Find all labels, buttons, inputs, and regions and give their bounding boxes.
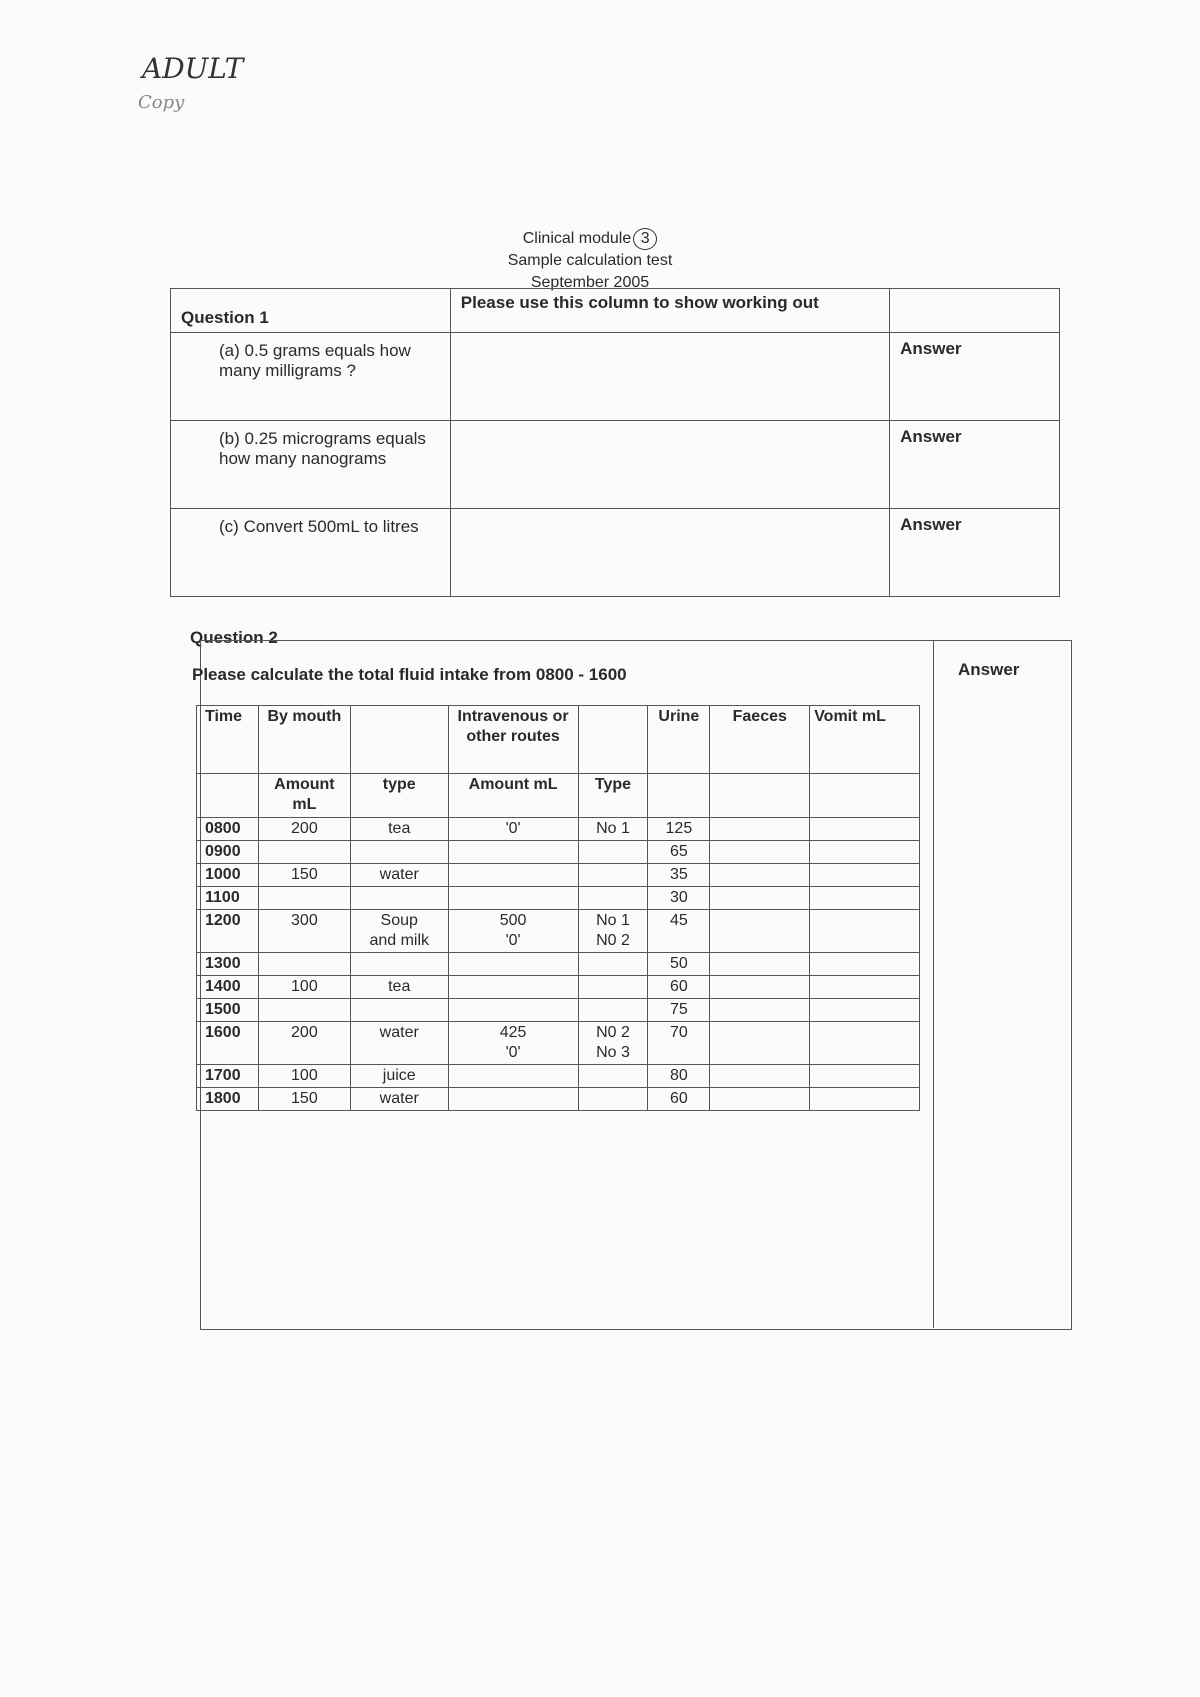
- cell-urine: 35: [648, 864, 710, 887]
- handwritten-adult: ADULT: [142, 52, 244, 85]
- table-row: [197, 818, 920, 841]
- cell-time: 1700: [197, 1065, 259, 1088]
- cell-iv-amount: [448, 1088, 578, 1111]
- cell-time: 1800: [197, 1088, 259, 1111]
- cell-urine: 45: [648, 910, 710, 953]
- cell-vomit: [810, 999, 920, 1022]
- table-row: [197, 887, 920, 910]
- working-area-a[interactable]: [450, 333, 889, 421]
- cell-type: [350, 841, 448, 864]
- col-urine-header: Urine: [648, 706, 710, 774]
- cell-faeces: [710, 1065, 810, 1088]
- table-row: [197, 864, 920, 887]
- cell-type: [350, 999, 448, 1022]
- table-row: [197, 953, 920, 976]
- cell-iv-type: No 1 N0 2: [578, 910, 648, 953]
- working-column-header: Please use this column to show working out: [450, 289, 889, 333]
- cell-type: Soup and milk: [350, 910, 448, 953]
- cell-faeces: [710, 910, 810, 953]
- cell-faeces: [710, 1022, 810, 1065]
- cell-type: water: [350, 864, 448, 887]
- cell-iv-amount: [448, 1065, 578, 1088]
- question2-instruction: Please calculate the total fluid intake from 0800 - 1600: [192, 665, 627, 684]
- cell-iv-amount: [448, 976, 578, 999]
- cell-iv-type: [578, 887, 648, 910]
- cell-urine: 70: [648, 1022, 710, 1065]
- module-number-circled: 3: [633, 228, 657, 250]
- cell-amount: [258, 887, 350, 910]
- cell-faeces: [710, 818, 810, 841]
- cell-iv-amount: [448, 864, 578, 887]
- cell-faeces: [710, 887, 810, 910]
- cell-urine: 65: [648, 841, 710, 864]
- cell-iv-type: [578, 1065, 648, 1088]
- cell-vomit: [810, 841, 920, 864]
- cell-urine: 60: [648, 1088, 710, 1111]
- cell-iv-type: No 1: [578, 818, 648, 841]
- cell-amount: 300: [258, 910, 350, 953]
- cell-amount: [258, 999, 350, 1022]
- cell-faeces: [710, 1088, 810, 1111]
- answer-b[interactable]: Answer: [890, 421, 1060, 509]
- question1a: (a) 0.5 grams equals how many milligrams ?: [171, 333, 451, 421]
- cell-amount: 200: [258, 818, 350, 841]
- cell-faeces: [710, 864, 810, 887]
- cell-iv-type: [578, 1088, 648, 1111]
- col-faeces-header: Faeces: [710, 706, 810, 774]
- answer-c[interactable]: Answer: [890, 509, 1060, 597]
- col-blank-header: [350, 706, 448, 774]
- cell-time: 1500: [197, 999, 259, 1022]
- question2-answer-label[interactable]: Answer: [958, 660, 1020, 679]
- cell-vomit: [810, 953, 920, 976]
- header-line1: Clinical module 3: [440, 228, 740, 250]
- table-row: [197, 999, 920, 1022]
- cell-iv-type: [578, 841, 648, 864]
- cell-vomit: [810, 887, 920, 910]
- cell-amount: 200: [258, 1022, 350, 1065]
- cell-amount: [258, 841, 350, 864]
- question2-answer-divider: [933, 640, 934, 1328]
- cell-time: 1300: [197, 953, 259, 976]
- cell-type: [350, 887, 448, 910]
- question1c: (c) Convert 500mL to litres: [171, 509, 451, 597]
- cell-time: 1100: [197, 887, 259, 910]
- table-row: [197, 841, 920, 864]
- handwritten-copy: Copy: [138, 92, 185, 113]
- cell-amount: [258, 953, 350, 976]
- cell-iv-type: [578, 999, 648, 1022]
- cell-iv-type: [578, 864, 648, 887]
- fluid-balance-table: [196, 705, 920, 1111]
- cell-urine: 30: [648, 887, 710, 910]
- cell-type: tea: [350, 818, 448, 841]
- cell-time: 0800: [197, 818, 259, 841]
- cell-amount: 100: [258, 976, 350, 999]
- cell-type: water: [350, 1022, 448, 1065]
- cell-iv-amount: [448, 953, 578, 976]
- cell-iv-amount: [448, 841, 578, 864]
- answer-a[interactable]: Answer: [890, 333, 1060, 421]
- cell-type: tea: [350, 976, 448, 999]
- cell-iv-amount: [448, 999, 578, 1022]
- cell-urine: 50: [648, 953, 710, 976]
- table-row: [197, 976, 920, 999]
- cell-vomit: [810, 1088, 920, 1111]
- cell-iv-amount: [448, 887, 578, 910]
- cell-urine: 75: [648, 999, 710, 1022]
- cell-type: juice: [350, 1065, 448, 1088]
- subheader-iv-type: Type: [578, 774, 648, 818]
- cell-type: [350, 953, 448, 976]
- subheader-blank-vomit: [810, 774, 920, 818]
- subheader-blank-urine: [648, 774, 710, 818]
- cell-amount: 100: [258, 1065, 350, 1088]
- table-row: [197, 1065, 920, 1088]
- cell-vomit: [810, 1065, 920, 1088]
- working-area-b[interactable]: [450, 421, 889, 509]
- header-line3: September 2005: [530, 274, 650, 291]
- question1-table: [170, 288, 1060, 597]
- col-time-header: Time: [197, 706, 259, 774]
- cell-vomit: [810, 976, 920, 999]
- cell-vomit: [810, 910, 920, 953]
- question2-title: Question 2: [190, 628, 278, 647]
- subheader-blank: [197, 774, 259, 818]
- subheader-blank-faeces: [710, 774, 810, 818]
- cell-iv-type: N0 2 No 3: [578, 1022, 648, 1065]
- subheader-amount: Amount mL: [258, 774, 350, 818]
- cell-iv-amount: '0': [448, 818, 578, 841]
- cell-faeces: [710, 999, 810, 1022]
- col-blank2-header: [578, 706, 648, 774]
- cell-amount: 150: [258, 1088, 350, 1111]
- header-line2: Sample calculation test: [507, 252, 673, 269]
- working-area-c[interactable]: [450, 509, 889, 597]
- cell-iv-amount: 425 '0': [448, 1022, 578, 1065]
- cell-vomit: [810, 864, 920, 887]
- cell-iv-type: [578, 976, 648, 999]
- cell-time: 1600: [197, 1022, 259, 1065]
- document-header: [440, 228, 740, 294]
- cell-faeces: [710, 953, 810, 976]
- subheader-iv-amount: Amount mL: [448, 774, 578, 818]
- cell-faeces: [710, 841, 810, 864]
- cell-time: 1400: [197, 976, 259, 999]
- question1b: (b) 0.25 micrograms equals how many nanograms: [171, 421, 451, 509]
- cell-time: 0900: [197, 841, 259, 864]
- cell-urine: 125: [648, 818, 710, 841]
- cell-amount: 150: [258, 864, 350, 887]
- cell-urine: 60: [648, 976, 710, 999]
- table-row: [197, 910, 920, 953]
- cell-urine: 80: [648, 1065, 710, 1088]
- subheader-type: type: [350, 774, 448, 818]
- col-vomit-header: Vomit mL: [810, 706, 920, 774]
- answer-header-cell: [890, 289, 1060, 333]
- col-by-mouth-header: By mouth: [258, 706, 350, 774]
- cell-vomit: [810, 1022, 920, 1065]
- col-iv-header: Intravenous or other routes: [448, 706, 578, 774]
- cell-vomit: [810, 818, 920, 841]
- cell-time: 1000: [197, 864, 259, 887]
- cell-type: water: [350, 1088, 448, 1111]
- table-row: [197, 1088, 920, 1111]
- cell-iv-type: [578, 953, 648, 976]
- question1-title: Question 1: [171, 289, 451, 333]
- cell-iv-amount: 500 '0': [448, 910, 578, 953]
- cell-time: 1200: [197, 910, 259, 953]
- table-row: [197, 1022, 920, 1065]
- cell-faeces: [710, 976, 810, 999]
